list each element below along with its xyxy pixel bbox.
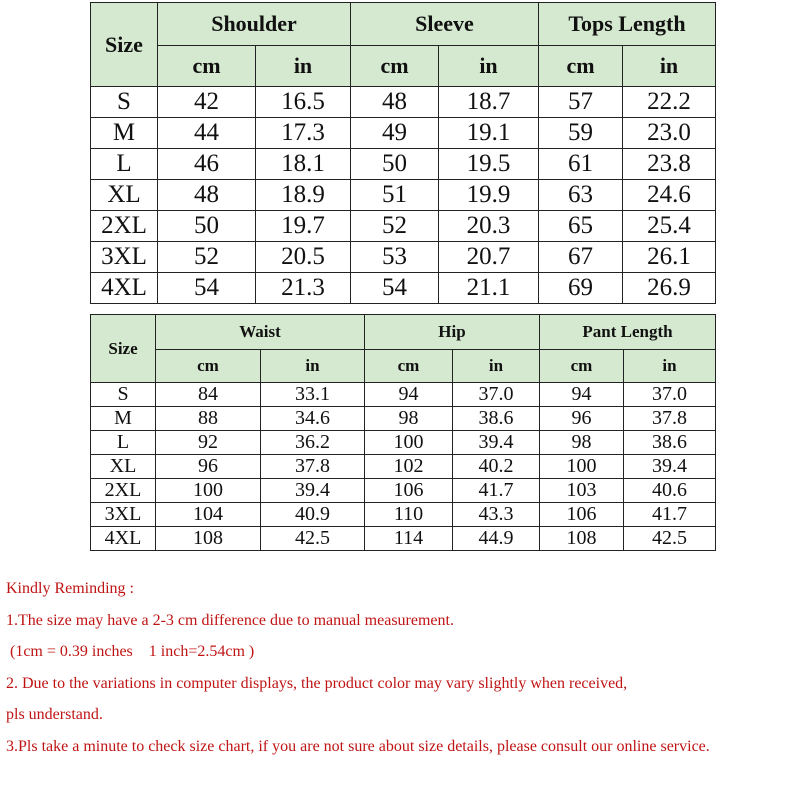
value-cell: 19.7 <box>256 211 351 242</box>
tops-table-body <box>91 87 716 304</box>
value-cell: 50 <box>351 149 439 180</box>
value-cell: 39.4 <box>453 431 540 455</box>
size-cell: M <box>91 118 158 149</box>
value-cell: 69 <box>539 273 623 304</box>
size-cell: 4XL <box>91 527 156 551</box>
value-cell: 52 <box>158 242 256 273</box>
value-cell: 44 <box>158 118 256 149</box>
value-cell: 84 <box>156 383 261 407</box>
value-cell: 57 <box>539 87 623 118</box>
table-row <box>91 118 716 149</box>
value-cell: 37.0 <box>453 383 540 407</box>
value-cell: 18.1 <box>256 149 351 180</box>
size-cell: 3XL <box>91 503 156 527</box>
unit-header: cm <box>351 46 439 87</box>
unit-header: cm <box>158 46 256 87</box>
value-cell: 88 <box>156 407 261 431</box>
table-row <box>91 527 716 551</box>
value-cell: 110 <box>365 503 453 527</box>
reminder-line: 1.The size may have a 2-3 cm difference due to manual measurement. <box>6 611 454 629</box>
pants-size-table <box>90 314 716 551</box>
value-cell: 37.0 <box>624 383 716 407</box>
value-cell: 67 <box>539 242 623 273</box>
value-cell: 54 <box>158 273 256 304</box>
table-row <box>91 455 716 479</box>
value-cell: 17.3 <box>256 118 351 149</box>
value-cell: 106 <box>365 479 453 503</box>
value-cell: 26.9 <box>623 273 716 304</box>
value-cell: 16.5 <box>256 87 351 118</box>
value-cell: 92 <box>156 431 261 455</box>
value-cell: 53 <box>351 242 439 273</box>
value-cell: 63 <box>539 180 623 211</box>
table-row <box>91 149 716 180</box>
value-cell: 22.2 <box>623 87 716 118</box>
pants-table-body <box>91 383 716 551</box>
tops-size-table <box>90 2 716 304</box>
unit-header: cm <box>539 46 623 87</box>
value-cell: 114 <box>365 527 453 551</box>
value-cell: 43.3 <box>453 503 540 527</box>
value-cell: 108 <box>540 527 624 551</box>
value-cell: 98 <box>540 431 624 455</box>
size-cell: 4XL <box>91 273 158 304</box>
value-cell: 98 <box>365 407 453 431</box>
table-row <box>91 407 716 431</box>
value-cell: 42 <box>158 87 256 118</box>
value-cell: 41.7 <box>624 503 716 527</box>
waist-header: Waist <box>156 315 365 350</box>
value-cell: 100 <box>365 431 453 455</box>
value-cell: 40.9 <box>261 503 365 527</box>
reminder-line: pls understand. <box>6 706 103 723</box>
value-cell: 44.9 <box>453 527 540 551</box>
value-cell: 104 <box>156 503 261 527</box>
unit-header: in <box>439 46 539 87</box>
value-cell: 48 <box>351 87 439 118</box>
size-cell: S <box>91 87 158 118</box>
reminder-line: 3.Pls take a minute to check size chart, if you are not sure about size details, please consult our online service. <box>6 737 710 755</box>
table-row <box>91 383 716 407</box>
reminder-title: Kindly Reminding : <box>6 580 134 597</box>
reminder-line: (1cm = 0.39 inches 1 inch=2.54cm ) <box>6 643 255 660</box>
value-cell: 100 <box>156 479 261 503</box>
unit-header: cm <box>365 350 453 383</box>
value-cell: 21.3 <box>256 273 351 304</box>
value-cell: 21.1 <box>439 273 539 304</box>
value-cell: 100 <box>540 455 624 479</box>
value-cell: 51 <box>351 180 439 211</box>
table-row <box>91 87 716 118</box>
size-header: Size <box>91 315 156 383</box>
unit-header: cm <box>540 350 624 383</box>
size-cell: M <box>91 407 156 431</box>
value-cell: 40.6 <box>624 479 716 503</box>
unit-header: in <box>453 350 540 383</box>
table-row <box>91 503 716 527</box>
value-cell: 42.5 <box>624 527 716 551</box>
value-cell: 38.6 <box>624 431 716 455</box>
value-cell: 40.2 <box>453 455 540 479</box>
value-cell: 37.8 <box>624 407 716 431</box>
size-cell: L <box>91 431 156 455</box>
value-cell: 20.7 <box>439 242 539 273</box>
value-cell: 42.5 <box>261 527 365 551</box>
size-cell: 2XL <box>91 479 156 503</box>
value-cell: 52 <box>351 211 439 242</box>
table-row <box>91 180 716 211</box>
value-cell: 102 <box>365 455 453 479</box>
size-cell: XL <box>91 180 158 211</box>
tops-length-header: Tops Length <box>539 3 716 46</box>
shoulder-header: Shoulder <box>158 3 351 46</box>
value-cell: 46 <box>158 149 256 180</box>
value-cell: 38.6 <box>453 407 540 431</box>
value-cell: 49 <box>351 118 439 149</box>
value-cell: 25.4 <box>623 211 716 242</box>
size-cell: S <box>91 383 156 407</box>
sleeve-header: Sleeve <box>351 3 539 46</box>
value-cell: 61 <box>539 149 623 180</box>
value-cell: 108 <box>156 527 261 551</box>
value-cell: 36.2 <box>261 431 365 455</box>
unit-header: in <box>261 350 365 383</box>
hip-header: Hip <box>365 315 540 350</box>
value-cell: 23.0 <box>623 118 716 149</box>
value-cell: 19.5 <box>439 149 539 180</box>
value-cell: 19.1 <box>439 118 539 149</box>
value-cell: 96 <box>540 407 624 431</box>
value-cell: 20.5 <box>256 242 351 273</box>
value-cell: 106 <box>540 503 624 527</box>
value-cell: 18.9 <box>256 180 351 211</box>
table-row <box>91 273 716 304</box>
value-cell: 94 <box>365 383 453 407</box>
value-cell: 50 <box>158 211 256 242</box>
value-cell: 34.6 <box>261 407 365 431</box>
value-cell: 41.7 <box>453 479 540 503</box>
unit-header: in <box>256 46 351 87</box>
value-cell: 20.3 <box>439 211 539 242</box>
size-header: Size <box>91 3 158 87</box>
value-cell: 24.6 <box>623 180 716 211</box>
table-row <box>91 479 716 503</box>
value-cell: 39.4 <box>624 455 716 479</box>
value-cell: 94 <box>540 383 624 407</box>
size-cell: XL <box>91 455 156 479</box>
size-cell: 2XL <box>91 211 158 242</box>
unit-header: in <box>623 46 716 87</box>
pant-length-header: Pant Length <box>540 315 716 350</box>
reminder-line: 2. Due to the variations in computer displays, the product color may vary slightly when received, <box>6 674 628 692</box>
value-cell: 96 <box>156 455 261 479</box>
value-cell: 19.9 <box>439 180 539 211</box>
value-cell: 65 <box>539 211 623 242</box>
table-row <box>91 242 716 273</box>
value-cell: 26.1 <box>623 242 716 273</box>
value-cell: 48 <box>158 180 256 211</box>
unit-header: cm <box>156 350 261 383</box>
size-cell: 3XL <box>91 242 158 273</box>
value-cell: 54 <box>351 273 439 304</box>
size-cell: L <box>91 149 158 180</box>
value-cell: 33.1 <box>261 383 365 407</box>
value-cell: 39.4 <box>261 479 365 503</box>
unit-header: in <box>624 350 716 383</box>
value-cell: 37.8 <box>261 455 365 479</box>
table-row <box>91 431 716 455</box>
value-cell: 18.7 <box>439 87 539 118</box>
value-cell: 103 <box>540 479 624 503</box>
reminder-notes <box>6 573 796 762</box>
value-cell: 59 <box>539 118 623 149</box>
value-cell: 23.8 <box>623 149 716 180</box>
table-row <box>91 211 716 242</box>
